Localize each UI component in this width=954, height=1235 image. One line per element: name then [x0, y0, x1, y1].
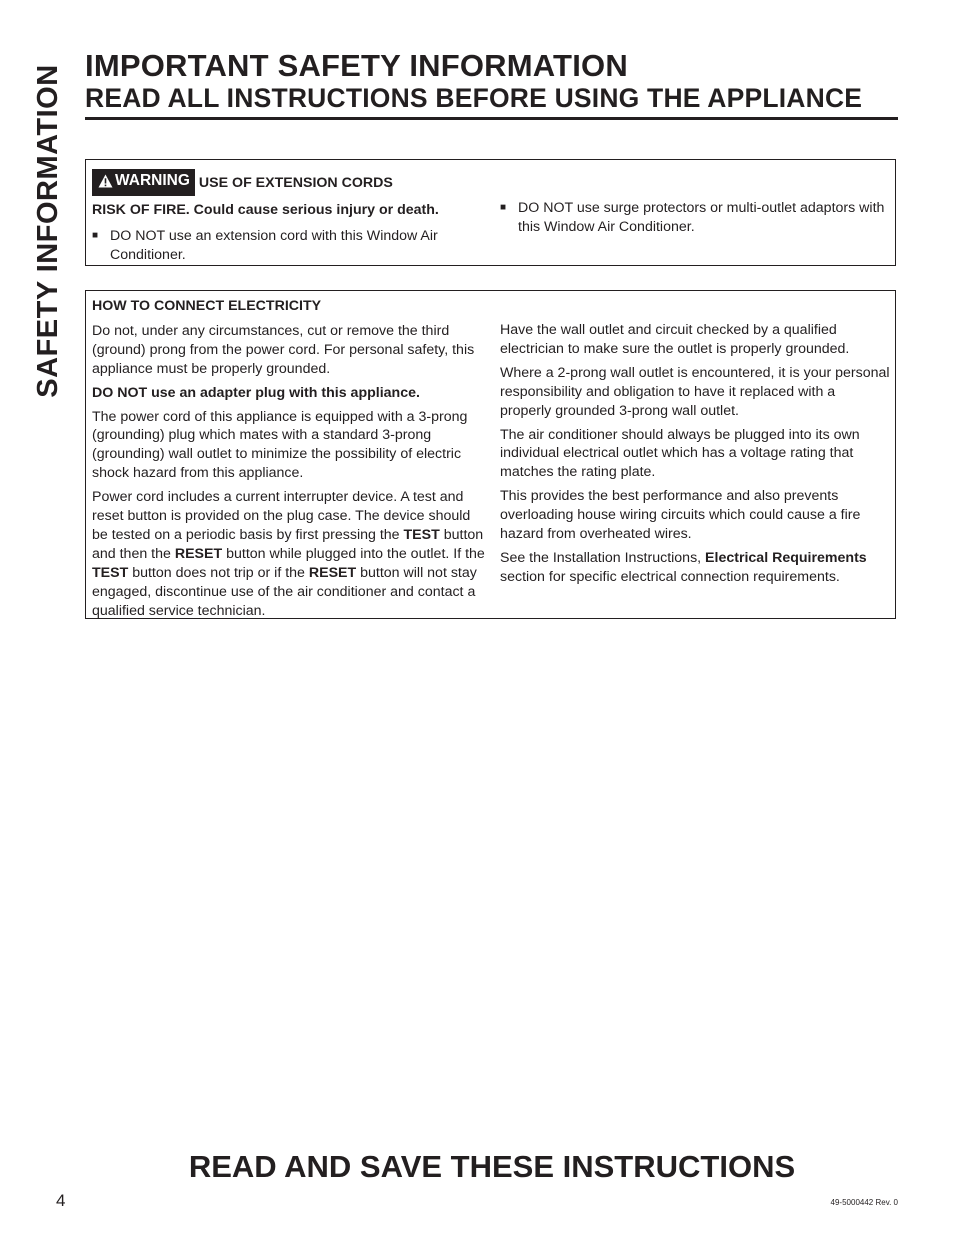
paragraph: The air conditioner should always be plugged into its own individual electrical outlet which has a voltage rating that matches the rating plate. [500, 426, 860, 481]
warning-bullet [92, 227, 487, 265]
electrical-requirements-term: Electrical Requirements [705, 549, 867, 566]
test-term: TEST [403, 526, 440, 543]
warning-left-column [92, 166, 487, 265]
bullet-text: DO NOT use surge protectors or multi-outlet adaptors with this Window Air Conditioner. [518, 200, 885, 235]
section-title: HOW TO CONNECT ELECTRICITY [92, 298, 322, 314]
paragraph-bold [92, 384, 490, 403]
page-number: 4 [56, 1191, 66, 1210]
reset-term: RESET [174, 545, 223, 562]
reset-term: RESET [308, 564, 357, 581]
electricity-right-column [500, 321, 890, 587]
warning-heading [92, 166, 487, 196]
header-rule [85, 117, 898, 120]
bullet-square-icon: ■ [92, 229, 99, 241]
paragraph-interrupter [92, 488, 490, 620]
risk-statement: RISK OF FIRE. Could cause serious injury or death. [92, 202, 439, 218]
side-section-tab [26, 56, 66, 406]
bullet-text: DO NOT use an extension cord with this Window Air Conditioner. [110, 227, 438, 263]
adapter-warning: DO NOT use an adapter plug with this appliance. [92, 384, 420, 401]
test-term: TEST [92, 564, 129, 581]
paragraph: Have the wall outlet and circuit checked by a qualified electrician to make sure the outlet is properly grounded. [500, 322, 850, 357]
extension-cord-warning-box [85, 159, 896, 266]
text-run: button while plugged into the outlet. If the [222, 545, 485, 562]
warning-bullet [500, 199, 890, 237]
bullet-square-icon: ■ [500, 202, 507, 213]
warning-badge-label: WARNING [115, 172, 190, 189]
text-run: button will not stay engaged, discontinue use of the air conditioner and contact a qualified service technician. [92, 564, 477, 619]
text-run: Power cord includes a current interrupter device. A test and reset button is provided on the plug case. The device should be tested on a periodic basis by first pressing the [92, 489, 471, 543]
paragraph: The power cord of this appliance is equipped with a 3-prong (grounding) plug which mates with a standard 3-prong (grounding) wall outlet to minimize the possibility of electric shock hazard from this appliance. [92, 408, 468, 482]
text-run: See the Installation Instructions, [500, 549, 706, 566]
page-header [85, 48, 898, 120]
page-subtitle: READ ALL INSTRUCTIONS BEFORE USING THE APPLIANCE [85, 83, 863, 113]
electricity-left-column [92, 297, 490, 621]
warning-badge [92, 169, 195, 196]
warning-title: USE OF EXTENSION CORDS [198, 175, 393, 192]
page-title: IMPORTANT SAFETY INFORMATION [85, 48, 628, 83]
document-number: 49-5000442 Rev. 0 [830, 1198, 898, 1207]
paragraph-installation-ref [500, 549, 890, 587]
text-run: button and then the [92, 526, 484, 562]
text-run: section for specific electrical connection requirements. [500, 568, 840, 585]
side-section-label: SAFETY INFORMATION [32, 64, 64, 398]
text-run: button does not trip or if the [128, 564, 309, 581]
warning-triangle-icon [98, 174, 113, 188]
paragraph: Do not, under any circumstances, cut or remove the third (ground) prong from the power cord. For personal safety, this appliance must be properly grounded. [92, 322, 475, 377]
warning-right-column [500, 199, 890, 237]
electricity-info-box [85, 290, 896, 619]
paragraph: Where a 2-prong wall outlet is encountered, it is your personal responsibility and obligation to have it replaced with a properly grounded 3-prong wall outlet. [500, 364, 890, 419]
paragraph: This provides the best performance and also prevents overloading house wiring circuits which could cause a fire hazard from overheated wires. [500, 488, 861, 543]
footer-title: READ AND SAVE THESE INSTRUCTIONS [188, 1149, 796, 1184]
